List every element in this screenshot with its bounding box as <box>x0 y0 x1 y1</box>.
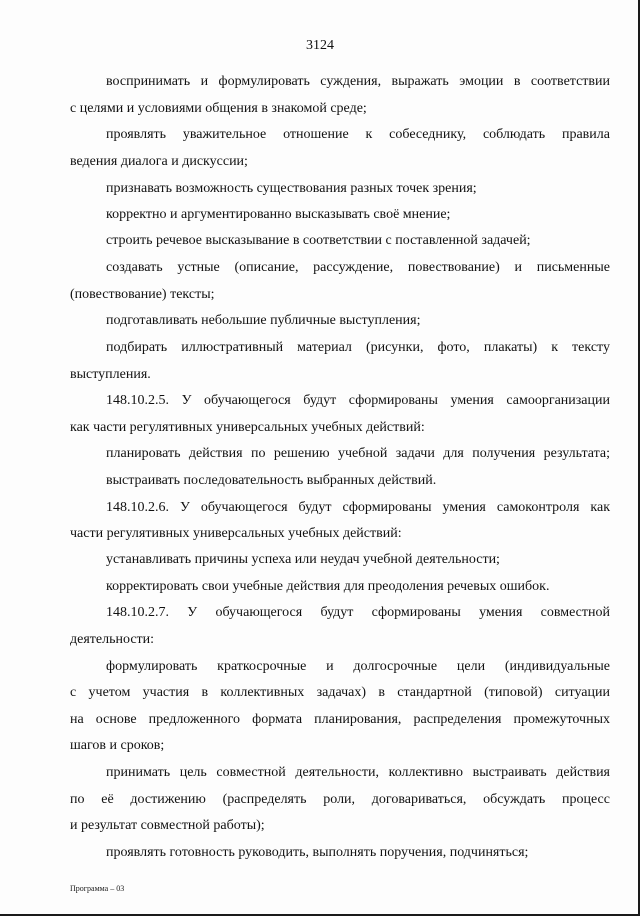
text-line: корректировать свои учебные действия для преодоления речевых ошибок. <box>106 579 550 594</box>
text-line: 148.10.2.5. У обучающегося будут сформированы умения самоорганизации <box>106 393 610 408</box>
text-line: создавать устные (описание, рассуждение, повествование) и письменные <box>106 260 610 275</box>
text-line: ведения диалога и дискуссии; <box>70 154 248 169</box>
text-line: проявлять готовность руководить, выполнять поручения, подчиняться; <box>106 845 529 860</box>
text-line: (повествование) тексты; <box>70 287 215 302</box>
text-line: на основе предложенного формата планирования, распределения промежуточных <box>70 712 610 727</box>
page-number: 3124 <box>306 38 334 53</box>
text-line: планировать действия по решению учебной задачи для получения результата; <box>106 446 610 461</box>
text-line: с целями и условиями общения в знакомой среде; <box>70 101 367 116</box>
text-line: корректно и аргументированно высказывать своё мнение; <box>106 207 451 222</box>
text-line: части регулятивных универсальных учебных действий: <box>70 526 402 541</box>
text-line: по её достижению (распределять роли, договариваться, обсуждать процесс <box>70 792 610 807</box>
text-line: 148.10.2.7. У обучающегося будут сформированы умения совместной <box>106 605 610 620</box>
text-line: подготавливать небольшие публичные выступления; <box>106 313 421 328</box>
text-line: строить речевое высказывание в соответствии с поставленной задачей; <box>106 233 531 248</box>
text-line: подбирать иллюстративный материал (рисунки, фото, плакаты) к тексту <box>106 340 610 355</box>
text-line: выстраивать последовательность выбранных действий. <box>106 473 437 488</box>
text-line: как части регулятивных универсальных учебных действий: <box>70 420 425 435</box>
text-line: признавать возможность существования разных точек зрения; <box>106 181 477 196</box>
text-line: деятельности: <box>70 632 155 647</box>
text-line: и результат совместной работы); <box>70 818 265 833</box>
text-line: воспринимать и формулировать суждения, выражать эмоции в соответствии <box>106 74 610 89</box>
text-line: устанавливать причины успеха или неудач учебной деятельности; <box>106 552 500 567</box>
text-line: с учетом участия в коллективных задачах) в стандартной (типовой) ситуации <box>70 685 610 700</box>
text-line: 148.10.2.6. У обучающегося будут сформированы умения самоконтроля как <box>106 500 610 515</box>
text-line: проявлять уважительное отношение к собеседнику, соблюдать правила <box>106 127 610 142</box>
text-line: формулировать краткосрочные и долгосрочные цели (индивидуальные <box>106 659 610 674</box>
page-footer: Программа – 03 <box>70 884 125 893</box>
text-line: принимать цель совместной деятельности, коллективно выстраивать действия <box>106 765 610 780</box>
text-line: шагов и сроков; <box>70 738 165 753</box>
text-line: выступления. <box>70 367 151 382</box>
